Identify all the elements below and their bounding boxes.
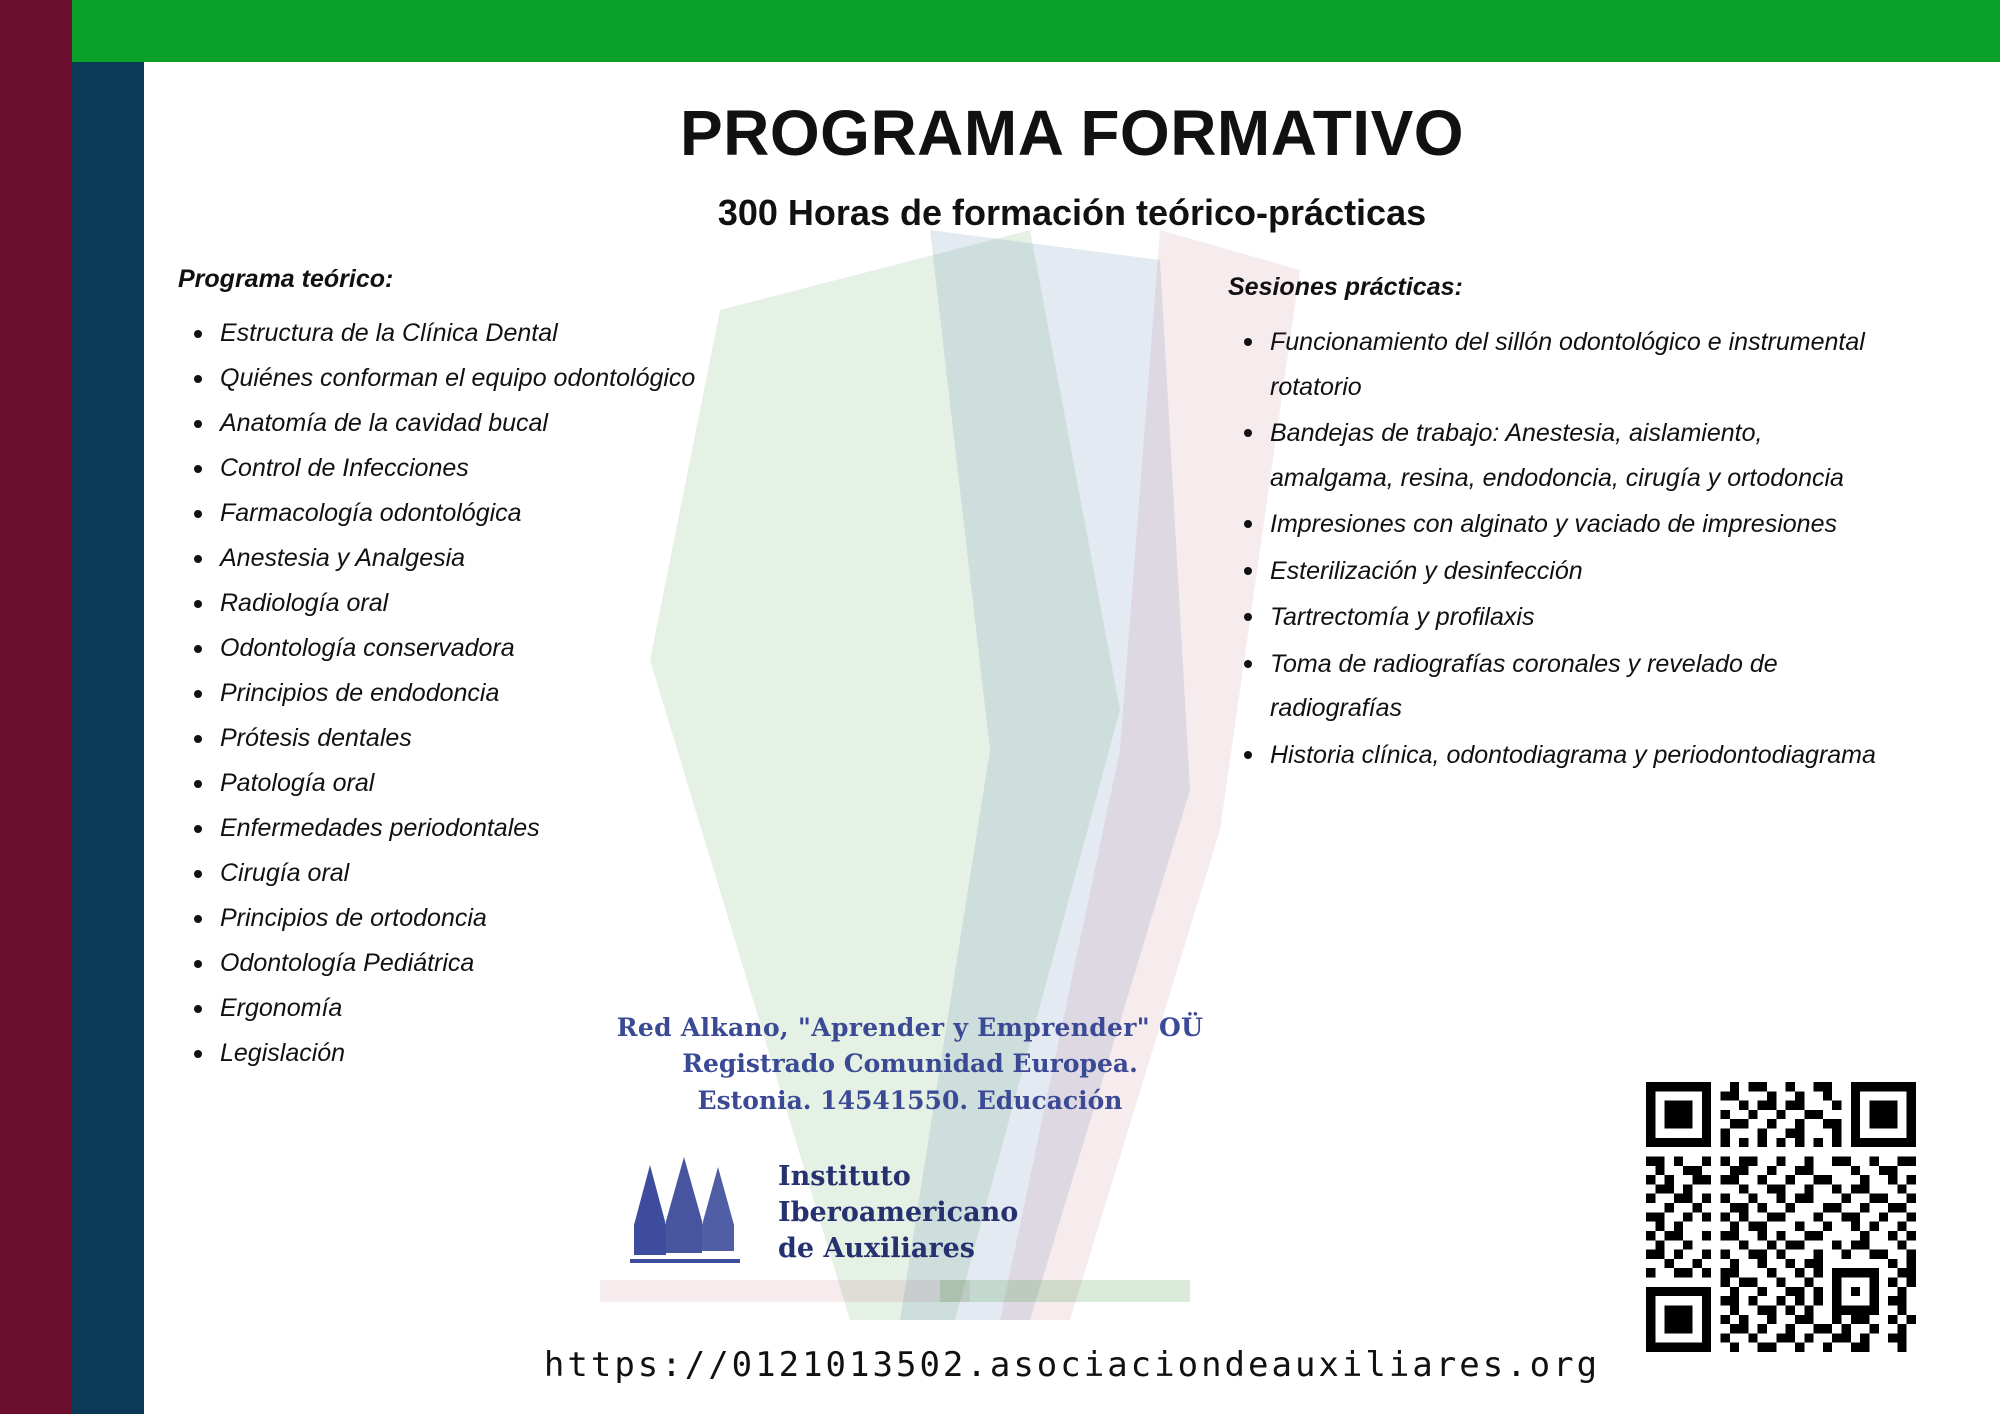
list-item: Funcionamiento del sillón odontológico e instrumental rotatorio <box>1270 320 1888 409</box>
list-item: Tartrectomía y profilaxis <box>1270 595 1888 640</box>
org-line-3: Estonia. 14541550. Educación <box>697 1085 1123 1115</box>
practice-column <box>1228 273 1888 779</box>
list-item: Patología oral <box>220 762 818 805</box>
list-item: Farmacología odontológica <box>220 492 818 535</box>
organization-registration-text <box>600 1010 1220 1119</box>
list-item: Cirugía oral <box>220 852 818 895</box>
list-item: Anatomía de la cavidad bucal <box>220 402 818 445</box>
website-url[interactable]: https://0121013502.asociaciondeauxiliares.org <box>543 1345 1601 1385</box>
list-item: Odontología conservadora <box>220 627 818 670</box>
theory-list <box>178 312 818 1075</box>
list-item: Enfermedades periodontales <box>220 807 818 850</box>
org-line-1: Red Alkano, "Aprender y Emprender" OÜ <box>616 1013 1204 1042</box>
page-title: PROGRAMA FORMATIVO <box>679 97 1465 169</box>
institute-name <box>778 1159 1018 1268</box>
page-subtitle: 300 Horas de formación teórico-prácticas <box>717 192 1427 233</box>
list-item: Toma de radiografías coronales y revelado de radiografías <box>1270 642 1888 731</box>
institute-line-3: de Auxiliares <box>778 1233 976 1265</box>
list-item: Prótesis dentales <box>220 717 818 760</box>
list-item: Impresiones con alginato y vaciado de impresiones <box>1270 502 1888 547</box>
decor-bar-navy <box>72 0 144 1414</box>
list-item: Estructura de la Clínica Dental <box>220 312 818 355</box>
list-item: Ergonomía <box>220 987 818 1030</box>
org-line-2: Registrado Comunidad Europea. <box>682 1049 1138 1079</box>
list-item: Historia clínica, odontodiagrama y periodontodiagrama <box>1270 733 1888 778</box>
list-item: Principios de endodoncia <box>220 672 818 715</box>
list-item: Odontología Pediátrica <box>220 942 818 985</box>
list-item: Radiología oral <box>220 582 818 625</box>
practice-heading: Sesiones prácticas: <box>1228 273 1463 301</box>
theory-heading: Programa teórico: <box>178 265 394 293</box>
practice-list <box>1228 320 1888 777</box>
three-flame-logo-icon <box>610 1129 760 1279</box>
institute-line-1: Instituto <box>778 1160 911 1192</box>
list-item: Control de Infecciones <box>220 447 818 490</box>
institute-line-2: Iberoamericano <box>778 1196 1019 1228</box>
list-item: Anestesia y Analgesia <box>220 537 818 580</box>
theory-column <box>178 265 818 1077</box>
list-item: Principios de ortodoncia <box>220 897 818 940</box>
list-item: Quiénes conforman el equipo odontológico <box>220 357 818 400</box>
decor-bar-maroon <box>0 0 72 1414</box>
qr-code-icon[interactable] <box>1646 1082 1916 1352</box>
list-item: Bandejas de trabajo: Anestesia, aislamiento, amalgama, resina, endodoncia, cirugía y ortodoncia <box>1270 411 1888 500</box>
list-item: Esterilización y desinfección <box>1270 549 1888 594</box>
decor-bar-green <box>72 0 2000 62</box>
list-item: Legislación <box>220 1032 818 1075</box>
organization-logo-block <box>600 1010 1220 1279</box>
